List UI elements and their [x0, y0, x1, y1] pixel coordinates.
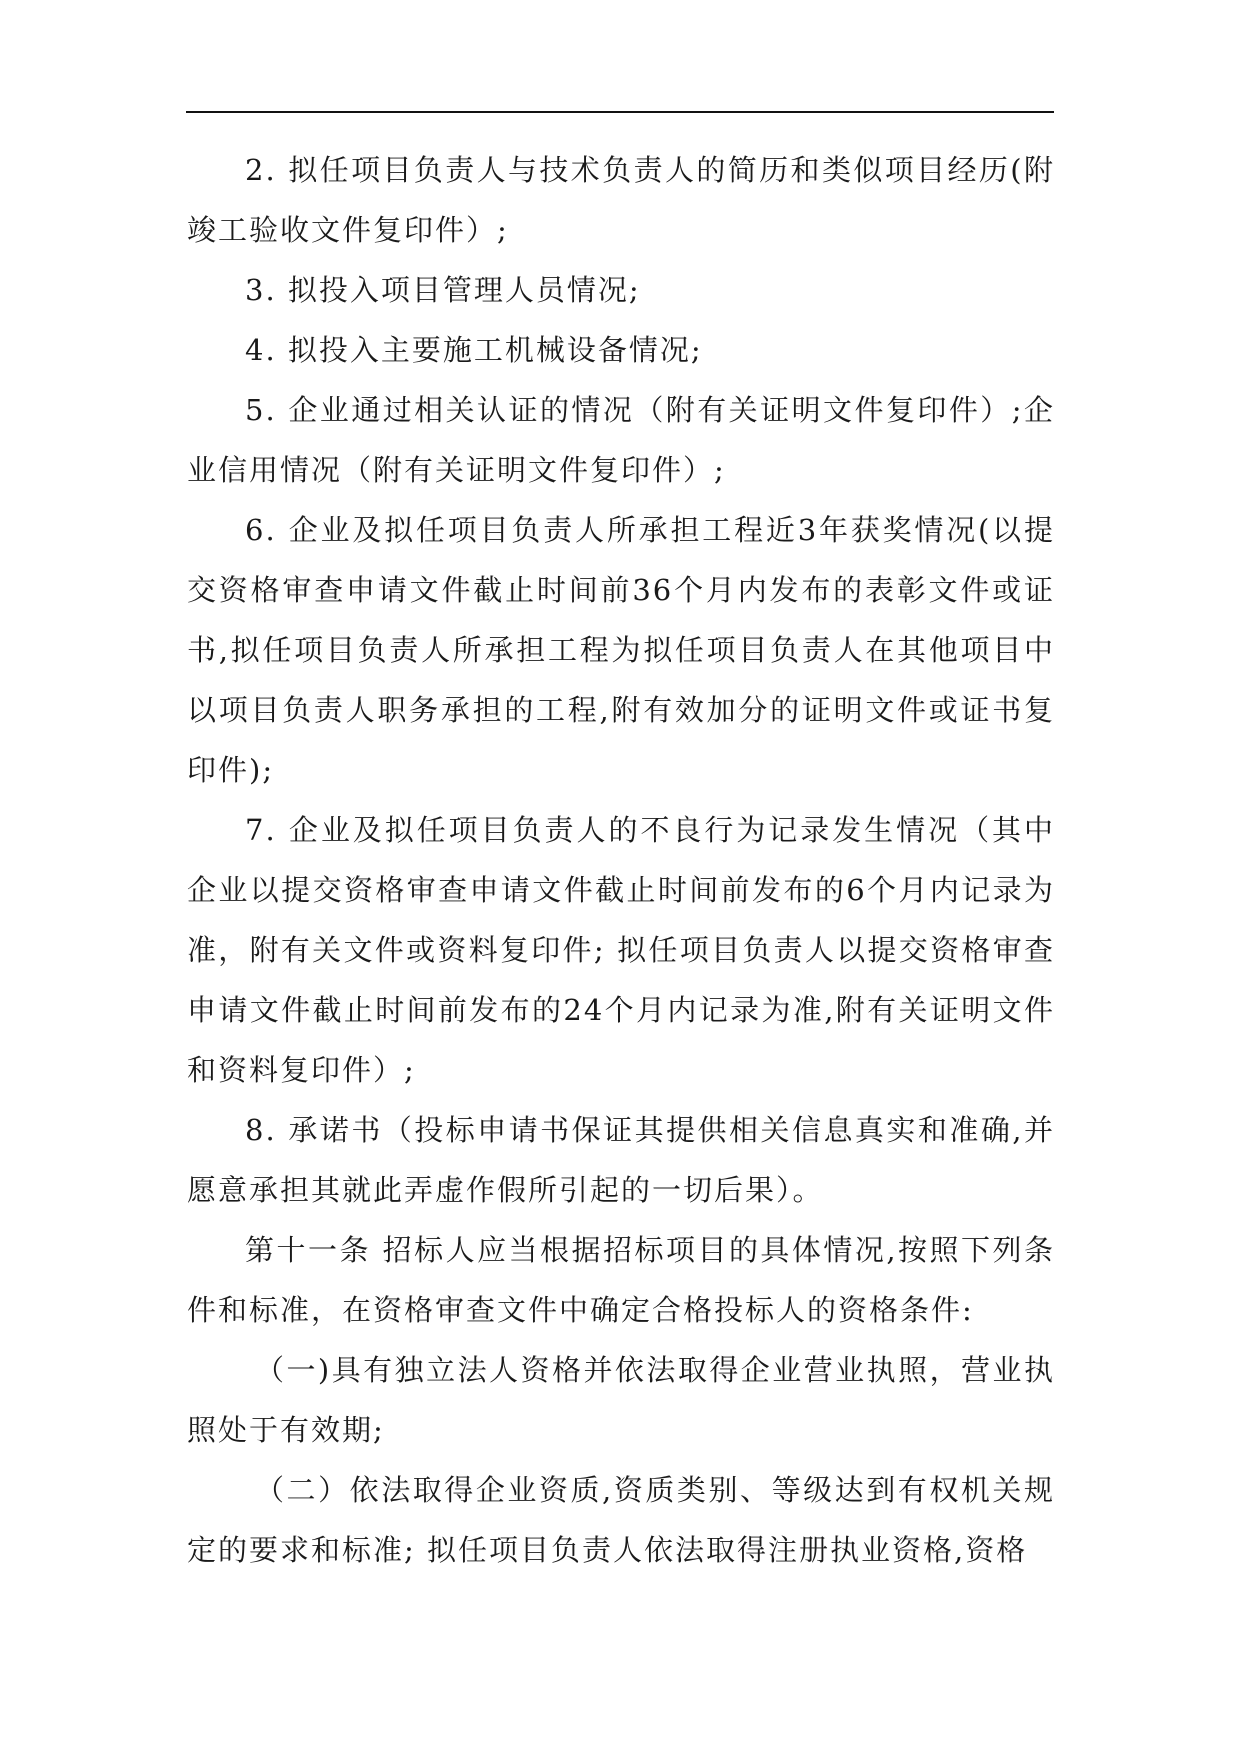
paragraph-item-3: 3. 拟投入项目管理人员情况;	[245, 273, 641, 307]
paragraph-clause-1: （一)具有独立法人资格并依法取得企业营业执照，营业执照处于有效期;	[187, 1353, 1055, 1447]
paragraph-item-8: 8. 承诺书（投标申请书保证其提供相关信息真实和准确,并愿意承担其就此弄虚作假所引起的一切后果）。	[187, 1113, 1055, 1207]
paragraph-item-7: 7. 企业及拟任项目负责人的不良行为记录发生情况（其中企业以提交资格审查申请文件截止时间前发布的6个月内记录为准，附有关文件或资料复印件; 拟任项目负责人以提交资格审查申请文件截止时间前发布的24个月内记录为准,附有关证明文件和资料复印件）;	[187, 813, 1055, 1087]
paragraph-article-11: 第十一条 招标人应当根据招标项目的具体情况,按照下列条件和标准，在资格审查文件中确定合格投标人的资格条件:	[187, 1233, 1055, 1327]
paragraph-item-2: 2. 拟任项目负责人与技术负责人的简历和类似项目经历(附竣工验收文件复印件）;	[187, 153, 1055, 247]
paragraph-item-6: 6. 企业及拟任项目负责人所承担工程近3年获奖情况(以提交资格审查申请文件截止时间前36个月内发布的表彰文件或证书,拟任项目负责人所承担工程为拟任项目负责人在其他项目中以项目负责人职务承担的工程,附有效加分的证明文件或证书复印件);	[187, 513, 1055, 787]
paragraph-item-5: 5. 企业通过相关认证的情况（附有关证明文件复印件）;企业信用情况（附有关证明文件复印件）;	[187, 393, 1055, 487]
document-body	[187, 140, 1055, 1580]
paragraph-item-4: 4. 拟投入主要施工机械设备情况;	[245, 333, 703, 367]
header-rule	[186, 111, 1054, 113]
paragraph-clause-2: （二）依法取得企业资质,资质类别、等级达到有权机关规定的要求和标准; 拟任项目负责人依法取得注册执业资格,资格	[187, 1473, 1055, 1567]
